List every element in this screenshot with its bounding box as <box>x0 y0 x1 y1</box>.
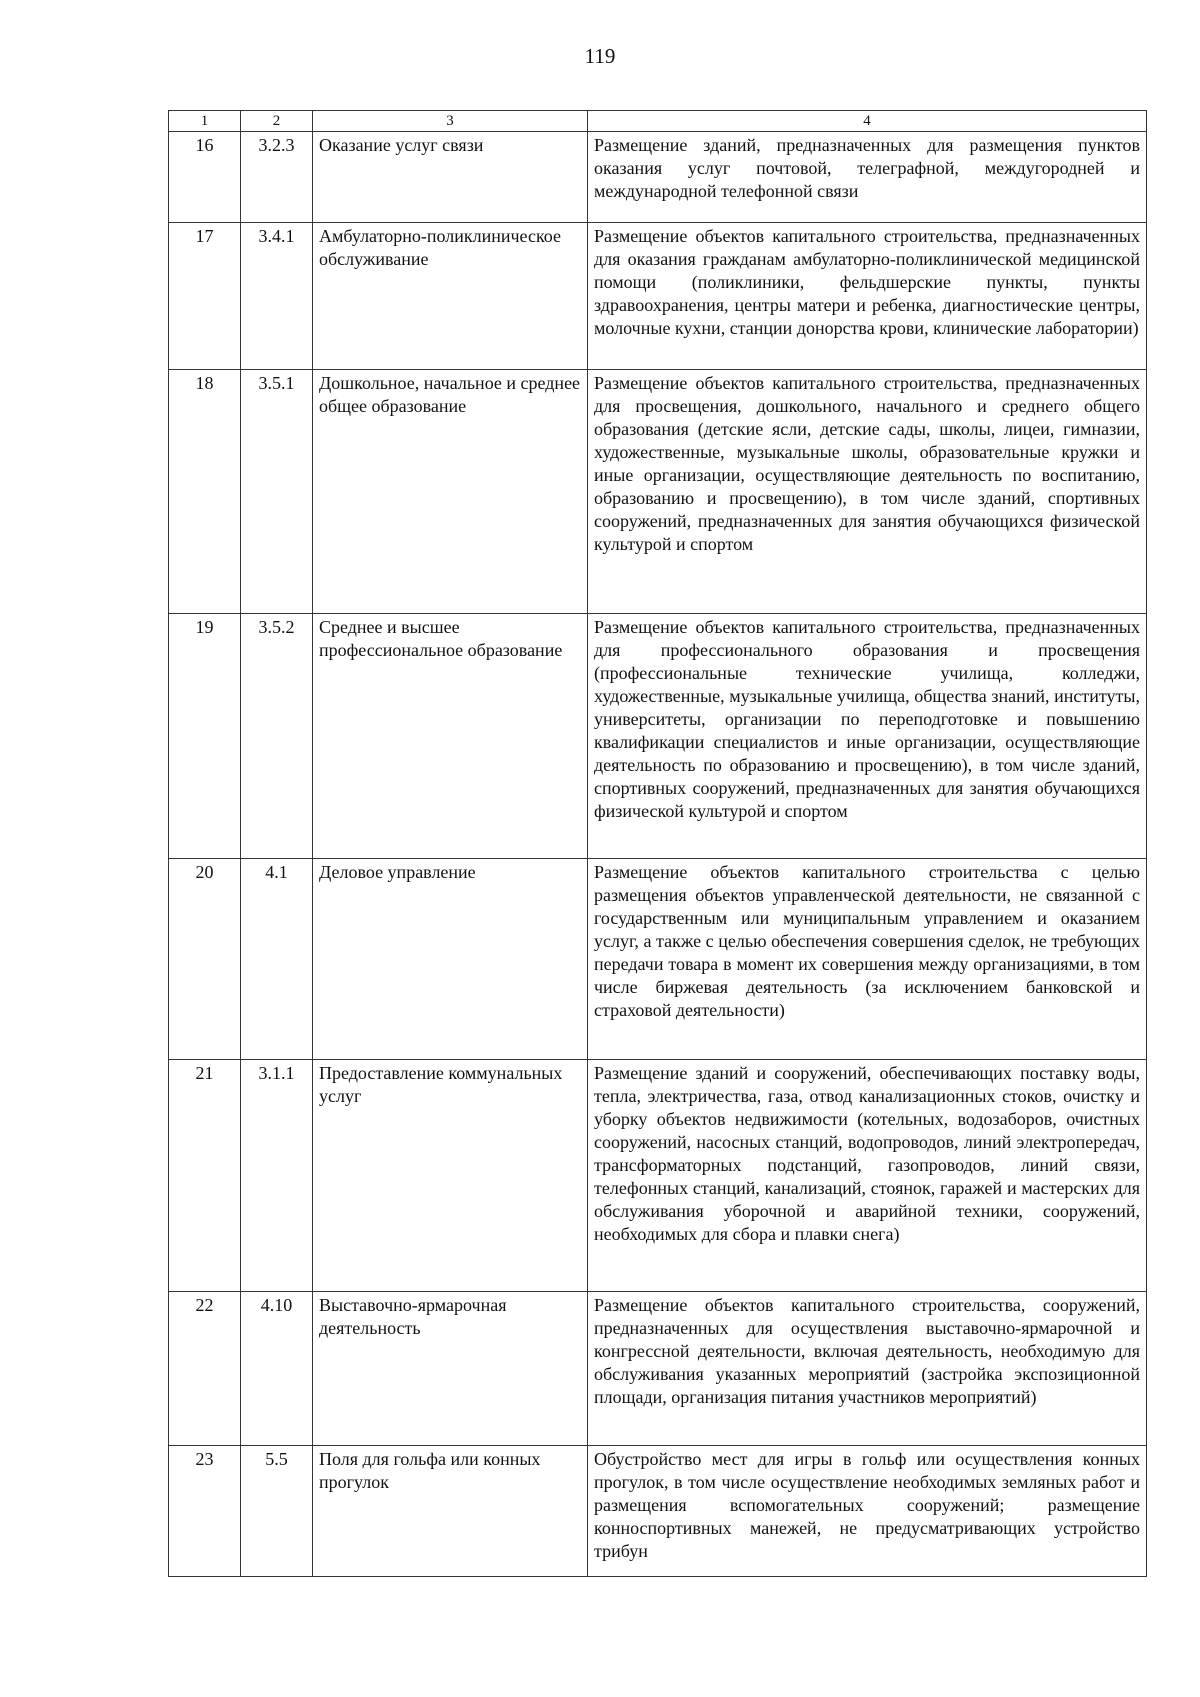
use-code: 4.1 <box>241 859 313 1060</box>
row-number: 23 <box>169 1446 241 1577</box>
row-number: 18 <box>169 370 241 614</box>
use-name: Поля для гольфа или конных прогулок <box>313 1446 588 1577</box>
table-row <box>169 859 1147 1060</box>
column-header-3: 3 <box>313 111 588 132</box>
use-description: Размещение объектов капитального строительства, предназначенных для просвещения, дошкольного, начального и среднего общего образования (детские ясли, детские сады, школы, лицеи, гимназии, художественные, музыкальные школы, образовательные кружки и иные организации, осуществляющие деятельность по воспитанию, образованию и просвещению), в том числе зданий, спортивных сооружений, предназначенных для занятия обучающихся физической культурой и спортом <box>588 370 1147 614</box>
column-header-1: 1 <box>169 111 241 132</box>
use-name: Среднее и высшее профессиональное образование <box>313 614 588 859</box>
use-name: Предоставление коммунальных услуг <box>313 1060 588 1292</box>
use-description: Размещение объектов капитального строительства, сооружений, предназначенных для осуществления выставочно-ярмарочной и конгрессной деятельности, включая деятельность, необходимую для обслуживания указанных мероприятий (застройка экспозиционной площади, организация питания участников мероприятий) <box>588 1292 1147 1446</box>
use-name: Амбулаторно-поликлиническое обслуживание <box>313 223 588 370</box>
use-name: Оказание услуг связи <box>313 132 588 223</box>
use-description: Обустройство мест для игры в гольф или осуществления конных прогулок, в том числе осуществление необходимых земляных работ и размещения вспомогательных сооружений; размещение конноспортивных манежей, не предусматривающих устройство трибун <box>588 1446 1147 1577</box>
row-number: 20 <box>169 859 241 1060</box>
row-number: 17 <box>169 223 241 370</box>
table-row <box>169 1292 1147 1446</box>
use-name: Деловое управление <box>313 859 588 1060</box>
page-number: 119 <box>584 44 616 68</box>
use-code: 3.4.1 <box>241 223 313 370</box>
use-description: Размещение зданий и сооружений, обеспечивающих поставку воды, тепла, электричества, газа, отвод канализационных стоков, очистку и уборку объектов недвижимости (котельных, водозаборов, очистных сооружений, насосных станций, водопроводов, линий электропередач, трансформаторных подстанций, газопроводов, линий связи, телефонных станций, канализаций, стоянок, гаражей и мастерских для обслуживания уборочной и аварийной техники, сооружений, необходимых для сбора и плавки снега) <box>588 1060 1147 1292</box>
table-row <box>169 223 1147 370</box>
table-row <box>169 1446 1147 1577</box>
use-code: 5.5 <box>241 1446 313 1577</box>
use-code: 3.5.1 <box>241 370 313 614</box>
use-description: Размещение объектов капитального строительства, предназначенных для профессионального образования и просвещения (профессиональные технические училища, колледжи, художественные, музыкальные училища, общества знаний, институты, университеты, организации по переподготовке и повышению квалификации специалистов и иные организации, осуществляющие деятельность по образованию и просвещению), в том числе зданий, спортивных сооружений, предназначенных для занятия обучающихся физической культурой и спортом <box>588 614 1147 859</box>
row-number: 22 <box>169 1292 241 1446</box>
column-header-2: 2 <box>241 111 313 132</box>
use-description: Размещение зданий, предназначенных для размещения пунктов оказания услуг почтовой, телеграфной, междугородней и международной телефонной связи <box>588 132 1147 223</box>
use-code: 3.1.1 <box>241 1060 313 1292</box>
column-header-4: 4 <box>588 111 1147 132</box>
use-code: 4.10 <box>241 1292 313 1446</box>
table-row <box>169 370 1147 614</box>
row-number: 21 <box>169 1060 241 1292</box>
table-row <box>169 1060 1147 1292</box>
use-code: 3.5.2 <box>241 614 313 859</box>
land-use-table <box>168 110 1147 1577</box>
use-description: Размещение объектов капитального строительства с целью размещения объектов управленческой деятельности, не связанной с государственным или муниципальным управлением и оказанием услуг, а также с целью обеспечения совершения сделок, не требующих передачи товара в момент их совершения между организациями, в том числе биржевая деятельность (за исключением банковской и страховой деятельности) <box>588 859 1147 1060</box>
table-header-row <box>169 111 1147 132</box>
use-name: Дошкольное, начальное и среднее общее образование <box>313 370 588 614</box>
use-name: Выставочно-ярмарочная деятельность <box>313 1292 588 1446</box>
row-number: 19 <box>169 614 241 859</box>
table-row <box>169 614 1147 859</box>
row-number: 16 <box>169 132 241 223</box>
use-code: 3.2.3 <box>241 132 313 223</box>
table-row <box>169 132 1147 223</box>
use-description: Размещение объектов капитального строительства, предназначенных для оказания гражданам амбулаторно-поликлинической медицинской помощи (поликлиники, фельдшерские пункты, пункты здравоохранения, центры матери и ребенка, диагностические центры, молочные кухни, станции донорства крови, клинические лаборатории) <box>588 223 1147 370</box>
